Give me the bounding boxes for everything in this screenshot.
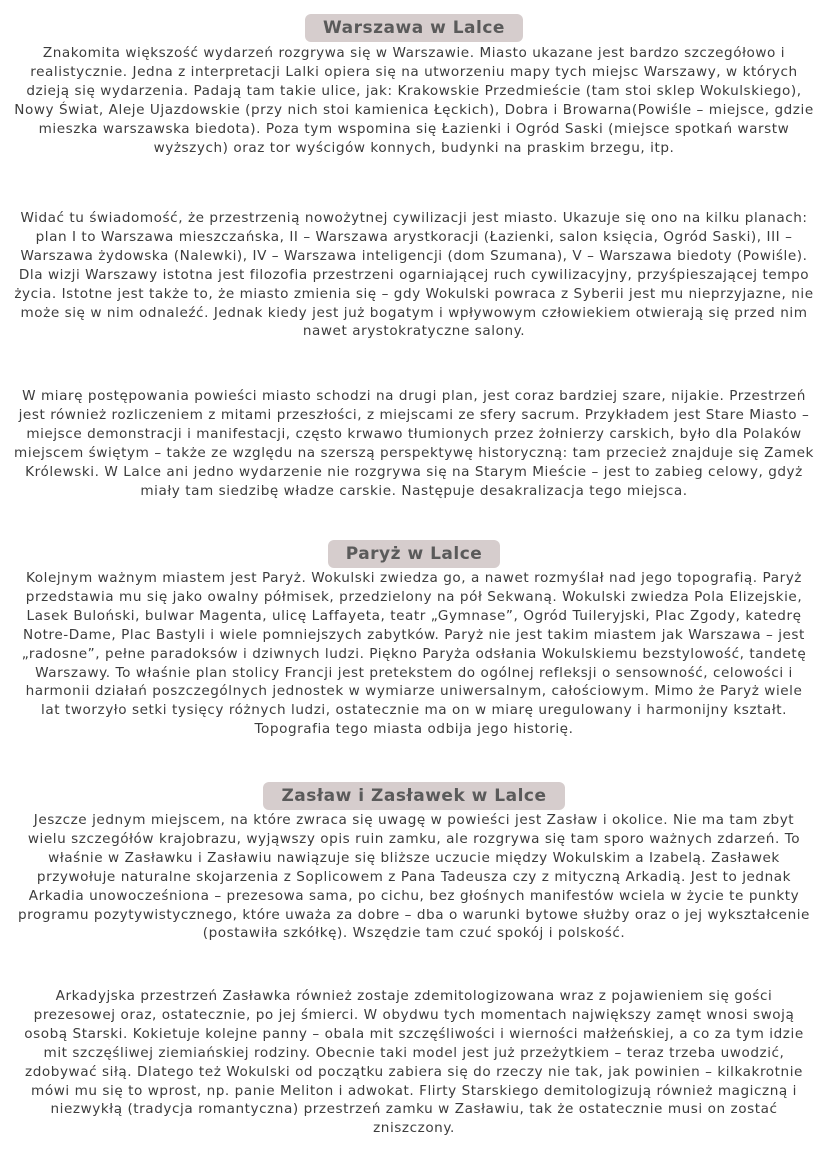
paragraph-zaslaw-2: Arkadyjska przestrzeń Zasławka również zostaje zdemitologizowana wraz z pojawieniem się gości prezesowej oraz, ostatecznie, po jej śmierci. W obydwu tych momentach największy zamęt wnosi swoją osobą Starski. Kokietuje kolejne panny – obala mit szczęśliwości i wierności małżeńskiej, a co za tym idzie mit szczęśliwej ziemiańskiej rodziny. Obecnie taki model jest już przeżytkiem – teraz trzeba uwodzić, zdobywać siłą. Dlatego też Wokulski od początku zabiera się do rzeczy nie tak, jak powinien – kilkakrotnie mówi mu się to wprost, np. panie Meliton i adwokat. Flirty Starskiego demitologizują również magiczną i niezwykłą (tradycja romantyczna) przestrzeń zamku w Zasławiu, tak że ostatecznie musi on zostać zniszczony. [24,988,804,1137]
paragraph-warszawa-3: W miarę postępowania powieści miasto schodzi na drugi plan, jest coraz bardziej szare, nijakie. Przestrzeń jest również rozliczeniem z mitami przeszłości, z miejscami ze sfery sacrum. Przykładem jest Stare Miasto – miejsce demonstracji i manifestacji, często krwawo tłumionych przez żołnierzy carskich, było dla Polaków miejscem świętym – także ze względu na szerszą perspektywę historyczną: tam przecież znajduje się Zamek Królewski. W Lalce ani jedno wydarzenie nie rozgrywa się na Starym Mieście – jest to zabieg celowy, gdyż miały tam siedzibę władze carskie. Następuje desakralizacja tego miejsca. [14,388,814,499]
section-heading-zaslaw-wrap [0,782,828,810]
section-heading-warszawa-wrap [0,14,828,42]
paragraph-paryz-1: Kolejnym ważnym miastem jest Paryż. Wokulski zwiedza go, a nawet rozmyślał nad jego topografią. Paryż przedstawia mu się jako owalny półmisek, przedzielony na pół Sekwaną. Wokulski zwiedza Pola Elizejskie, Lasek Buloński, bulwar Magenta, ulicę Laffayeta, teatr „Gymnase”, Ogród Tuileryjski, Plac Zgody, katedrę Notre-Dame, Plac Bastyli i wiele pomniejszych zabytków. Paryż nie jest takim miastem jak Warszawa – jest „radosne”, pełne paradoksów i dziwnych ludzi. Piękno Paryża odsłania Wokulskiemu bezstylowość, tandetę Warszawy. To właśnie plan stolicy Francji jest pretekstem do ogólnej refleksji o sensowność, celowości i harmonii działań poszczególnych jednostek w wymiarze uniwersalnym, całościowym. Mimo że Paryż wiele lat tworzyło setki tysięcy różnych ludzi, ostatecznie ma on w miarę uregulowany i harmonijny kształt. Topografia tego miasta odbija jego historię. [21,570,807,738]
paragraph-zaslaw-1: Jeszcze jednym miejscem, na które zwraca się uwagę w powieści jest Zasław i okolice. Nie ma tam zbyt wielu szczegółów krajobrazu, wyjąwszy opis ruin zamku, ale rozgrywa się tam sporo ważnych zdarzeń. To właśnie w Zasławku i Zasławiu nawiązuje się bliższe uczucie między Wokulskim a Izabelą. Zasławek przywołuje naturalne skojarzenia z Soplicowem z Pana Tadeusza czy z mityczną Arkadią. Jest to jednak Arkadia unowocześniona – prezesowa sama, po cichu, bez głośnych manifestów wciela w życie te punkty programu pozytywistycznego, które uważa za dobre – dba o warunki bytowe służby oraz o jej wykształcenie (postawiła szkółkę). Wszędzie tam czuć spokój i polskość. [18,812,810,942]
section-heading-paryz-wrap [0,540,828,568]
paragraph-warszawa-1: Znakomita większość wydarzeń rozgrywa się w Warszawie. Miasto ukazane jest bardzo szczegółowo i realistycznie. Jedna z interpretacji Lalki opiera się na utworzeniu mapy tych miejsc Warszawy, w których dzieją się wydarzenia. Padają tam takie ulice, jak: Krakowskie Przedmieście (tam stoi sklep Wokulskiego), Nowy Świat, Aleje Ujazdowskie (przy nich stoi kamienica Łęckich), Dobra i Browarna(Powiśle – miejsce, gdzie mieszka warszawska biedota). Poza tym wspomina się Łazienki i Ogród Saski (miejsce spotkań warstw wyższych) oraz tor wyścigów konnych, budynki na praskim brzegu, itp. [14,45,814,156]
section-heading-warszawa: Warszawa w Lalce [305,14,523,42]
section-heading-zaslaw: Zasław i Zasławek w Lalce [263,782,564,810]
paragraph-warszawa-2: Widać tu świadomość, że przestrzenią nowożytnej cywilizacji jest miasto. Ukazuje się ono na kilku planach: plan I to Warszawa mieszczańska, II – Warszawa arystkoracji (Łazienki, salon księcia, Ogród Saski), III – Warszawa żydowska (Nalewki), IV – Warszawa inteligencji (dom Szumana), V – Warszawa biedoty (Powiśle). Dla wizji Warszawy istotna jest filozofia przestrzeni ogarniającej ruch cywilizacyjny, przyśpieszającej tempo życia. Istotne jest także to, że miasto zmienia się – gdy Wokulski powraca z Syberii jest mu nieprzyjazne, nie może się w nim odnaleźć. Jednak kiedy jest już bogatym i wpływowym człowiekiem otwierają się przed nim nawet arystokratyczne salony. [14,210,814,340]
section-heading-paryz: Paryż w Lalce [328,540,501,568]
